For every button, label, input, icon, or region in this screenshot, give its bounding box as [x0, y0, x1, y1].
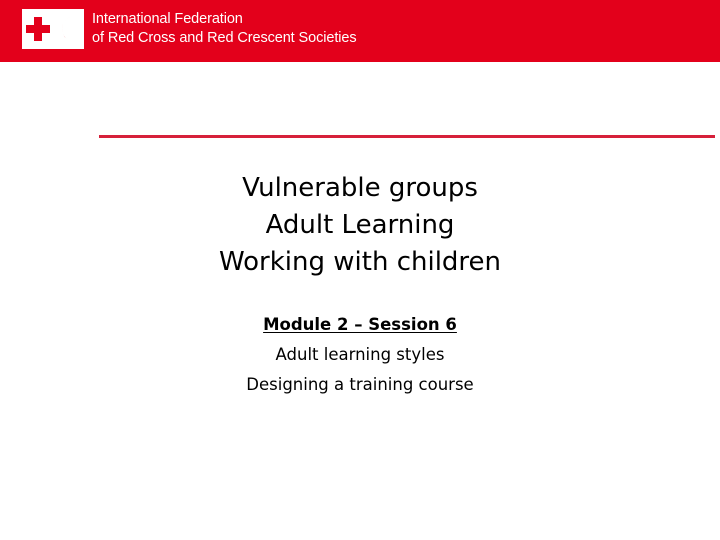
title-divider-line: [99, 135, 715, 138]
organization-name: [92, 10, 356, 48]
module-session-label: Module 2 – Session 6: [263, 315, 457, 334]
org-name-line-1: International Federation: [92, 11, 243, 27]
red-crescent-emblem-icon: [53, 12, 81, 46]
subtitle-line-2: Designing a training course: [246, 375, 474, 394]
ifrc-logo: [22, 9, 84, 49]
red-cross-emblem-icon: [25, 12, 51, 46]
subtitle-line-1: Adult learning styles: [275, 345, 445, 364]
title-line-1: Vulnerable groups: [242, 173, 478, 203]
slide-title: [160, 170, 560, 281]
slide-subtitle: [160, 310, 560, 400]
title-line-3: Working with children: [218, 247, 502, 277]
org-name-line-2: of Red Cross and Red Crescent Societies: [92, 30, 357, 46]
header-band: [0, 0, 720, 62]
title-line-2: Adult Learning: [265, 210, 455, 240]
